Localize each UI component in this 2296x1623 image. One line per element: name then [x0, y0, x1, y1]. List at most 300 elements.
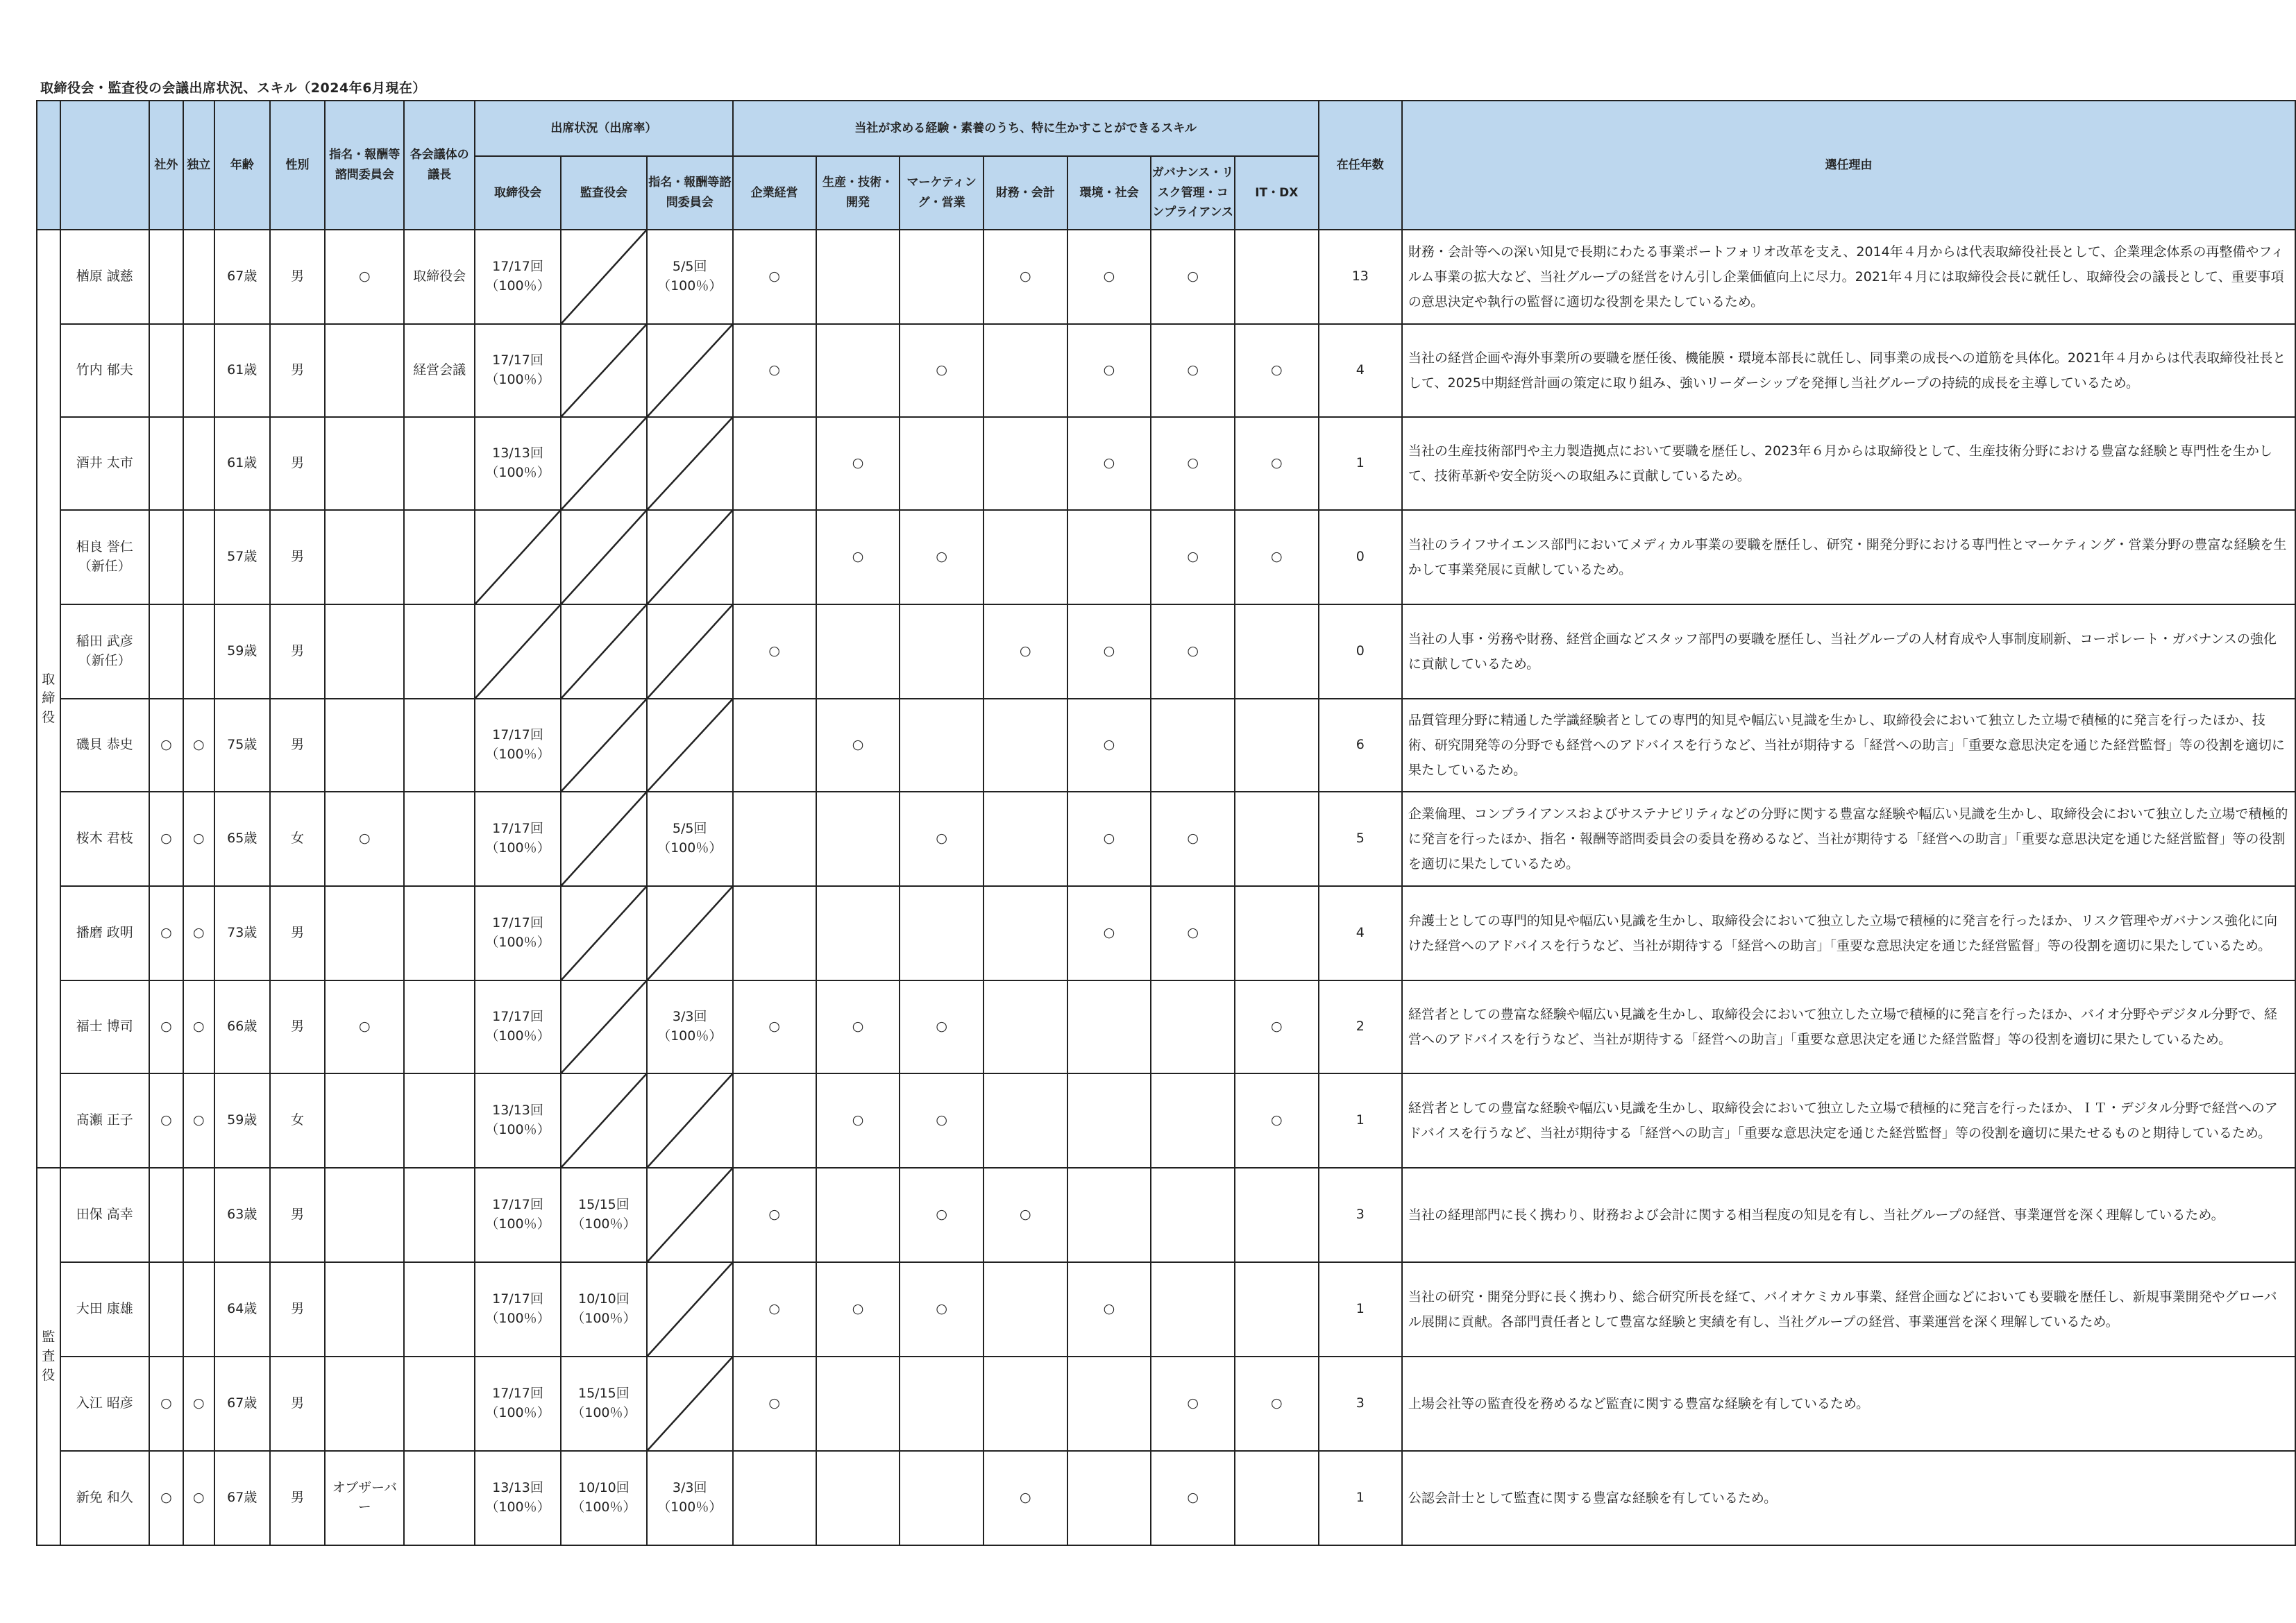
skill-cell	[1235, 886, 1319, 980]
att-nomination-cell	[647, 980, 733, 1073]
age-cell: 73歳	[214, 886, 270, 980]
reason-cell: 当社の生産技術部門や主力製造拠点において要職を歴任し、2023年６月からは取締役として、生産技術分野における豊富な経験と専門性を生かして、技術革新や安全防災への取組みに貢献しているため。	[1402, 417, 2295, 510]
skill-cell: ○	[1151, 886, 1235, 980]
gender-cell: 男	[270, 604, 326, 699]
att-board-cell	[475, 1451, 561, 1545]
attendance-rate: （100％）	[485, 840, 550, 856]
age-cell: 66歳	[214, 980, 270, 1073]
attendance-count: 17/17回	[492, 1386, 543, 1402]
tenure-cell: 5	[1319, 792, 1402, 886]
chair-cell	[404, 886, 475, 980]
nomination-cell	[325, 1357, 404, 1451]
att-board-cell	[475, 1073, 561, 1168]
age-cell: 61歳	[214, 324, 270, 417]
table-row	[37, 604, 2295, 699]
nomination-cell: ○	[325, 980, 404, 1073]
header-group	[37, 101, 60, 230]
gender-cell: 男	[270, 324, 326, 417]
tenure-cell: 0	[1319, 604, 1402, 699]
skill-cell	[984, 1073, 1067, 1168]
table-row	[37, 1262, 2295, 1357]
gender-cell: 男	[270, 980, 326, 1073]
member-name: 髙瀬 正子	[76, 1112, 133, 1128]
skill-cell	[984, 886, 1067, 980]
skill-cell: ○	[816, 980, 900, 1073]
tenure-cell: 13	[1319, 230, 1402, 324]
nomination-cell	[325, 324, 404, 417]
attendance-rate: （100％）	[485, 935, 550, 950]
reason-cell: 経営者としての豊富な経験や幅広い見識を生かし、取締役会において独立した立場で積極的に発言を行ったほか、ＩＴ・デジタル分野で経営へのアドバイスを行うなど、当社が期待する「経営への助言」「重要な意思決定を通じた経営監督」等の役割を適切に果たせるものと期待しているため。	[1402, 1073, 2295, 1168]
skill-cell: ○	[900, 1168, 984, 1262]
gender-cell: 男	[270, 417, 326, 510]
skill-cell: ○	[984, 230, 1067, 324]
att-audit-cell	[561, 980, 647, 1073]
reason-cell: 当社の研究・開発分野に長く携わり、総合研究所長を経て、バイオケミカル事業、経営企画などにおいても要職を歴任し、新規事業開発やグローバル展開に貢献。各部門責任者として豊富な経験と実績を有し、当社グループの経営、事業運営を深く理解しているため。	[1402, 1262, 2295, 1357]
skill-cell: ○	[984, 604, 1067, 699]
att-audit-cell	[561, 1357, 647, 1451]
tenure-cell: 0	[1319, 510, 1402, 604]
name-cell	[60, 1168, 150, 1262]
reason-cell: 品質管理分野に精通した学識経験者としての専門的知見や幅広い見識を生かし、取締役会において独立した立場で積極的に発言を行ったほか、技術、研究開発等の分野でも経営へのアドバイスを行うなど、当社が期待する「経営への助言」「重要な意思決定を通じた経営監督」等の役割を適切に果たしているため。	[1402, 699, 2295, 792]
attendance-rate: （100％）	[571, 1311, 636, 1326]
header-att-audit: 監査役会	[561, 156, 647, 230]
att-audit-cell	[561, 604, 647, 699]
independent-mark	[183, 324, 214, 417]
skill-cell: ○	[1067, 230, 1151, 324]
skill-cell	[1151, 699, 1235, 792]
att-board-cell	[475, 230, 561, 324]
name-cell	[60, 699, 150, 792]
age-cell: 57歳	[214, 510, 270, 604]
name-cell	[60, 886, 150, 980]
group-label-char: 監	[42, 1329, 56, 1345]
independent-mark	[183, 1262, 214, 1357]
outside-mark: ○	[149, 792, 183, 886]
member-name: 稲田 武彦	[76, 634, 133, 649]
skill-cell: ○	[733, 1168, 816, 1262]
attendance-count: 17/17回	[492, 1009, 543, 1025]
header-nomination-committee: 指名・報酬等諮問委員会	[325, 101, 404, 230]
skill-cell: ○	[733, 980, 816, 1073]
skill-cell: ○	[900, 324, 984, 417]
header-att-board: 取締役会	[475, 156, 561, 230]
chair-cell	[404, 1073, 475, 1168]
att-nomination-cell	[647, 792, 733, 886]
attendance-rate: （100％）	[485, 372, 550, 387]
attendance-rate: （100％）	[485, 1122, 550, 1137]
att-board-cell	[475, 417, 561, 510]
skill-cell: ○	[900, 510, 984, 604]
tenure-cell: 1	[1319, 1073, 1402, 1168]
name-cell	[60, 792, 150, 886]
header-tenure: 在任年数	[1319, 101, 1402, 230]
skill-cell: ○	[1067, 417, 1151, 510]
gender-cell: 男	[270, 1451, 326, 1545]
skill-cell	[1067, 510, 1151, 604]
nomination-cell	[325, 604, 404, 699]
attendance-count: 15/15回	[577, 1197, 630, 1213]
skill-cell: ○	[1151, 230, 1235, 324]
table-row	[37, 510, 2295, 604]
skill-cell: ○	[900, 1073, 984, 1168]
gender-cell: 男	[270, 1357, 326, 1451]
skill-cell: ○	[1151, 1451, 1235, 1545]
name-cell	[60, 1073, 150, 1168]
skill-cell	[900, 699, 984, 792]
member-name: 大田 康雄	[76, 1301, 133, 1317]
group-auditors	[37, 1168, 60, 1545]
att-nomination-cell	[647, 324, 733, 417]
skill-cell	[1067, 980, 1151, 1073]
skill-cell	[984, 324, 1067, 417]
table-row	[37, 324, 2295, 417]
tenure-cell: 1	[1319, 1262, 1402, 1357]
member-name: 楢原 誠慈	[76, 269, 133, 284]
att-audit-cell	[561, 699, 647, 792]
attendance-rate: （100％）	[657, 1028, 723, 1044]
skill-cell	[1151, 1073, 1235, 1168]
nomination-cell	[325, 1262, 404, 1357]
age-cell: 61歳	[214, 417, 270, 510]
gender-cell: 男	[270, 510, 326, 604]
member-name: 福士 博司	[76, 1019, 133, 1035]
attendance-count: 13/13回	[492, 445, 543, 461]
skill-cell: ○	[816, 417, 900, 510]
tenure-cell: 4	[1319, 886, 1402, 980]
outside-mark: ○	[149, 1451, 183, 1545]
reason-cell: 財務・会計等への深い知見で長期にわたる事業ポートフォリオ改革を支え、2014年４月からは代表取締役社長として、企業理念体系の再整備やフィルム事業の拡大など、当社グループの経営をけん引し企業価値向上に尽力。2021年４月には取締役会長に就任し、取締役会の議長として、重要事項の意思決定や執行の監督に適切な役割を果たしているため。	[1402, 230, 2295, 324]
outside-mark	[149, 1168, 183, 1262]
att-board-cell	[475, 980, 561, 1073]
outside-mark	[149, 417, 183, 510]
skill-cell	[733, 510, 816, 604]
skill-cell	[900, 417, 984, 510]
skill-cell	[984, 699, 1067, 792]
skill-cell	[733, 792, 816, 886]
reason-cell: 当社の経理部門に長く携わり、財務および会計に関する相当程度の知見を有し、当社グループの経営、事業運営を深く理解しているため。	[1402, 1168, 2295, 1262]
attendance-rate: （100％）	[485, 1216, 550, 1232]
skill-cell	[733, 886, 816, 980]
skill-cell: ○	[1151, 417, 1235, 510]
skill-cell	[733, 1451, 816, 1545]
attendance-rate: （100％）	[571, 1216, 636, 1232]
skill-cell: ○	[1235, 1073, 1319, 1168]
attendance-count: 17/17回	[492, 1291, 543, 1307]
gender-cell: 男	[270, 886, 326, 980]
skill-cell	[733, 1073, 816, 1168]
skill-cell	[900, 886, 984, 980]
skill-cell: ○	[900, 980, 984, 1073]
att-audit-cell	[561, 510, 647, 604]
chair-cell	[404, 510, 475, 604]
attendance-count: 3/3回	[672, 1009, 707, 1025]
skill-cell: ○	[1067, 1262, 1151, 1357]
nomination-cell: ○	[325, 792, 404, 886]
attendance-count: 13/13回	[492, 1480, 543, 1496]
table-row	[37, 1357, 2295, 1451]
att-nomination-cell	[647, 1073, 733, 1168]
chair-cell	[404, 1357, 475, 1451]
skill-cell	[1067, 1451, 1151, 1545]
skill-cell	[1067, 1357, 1151, 1451]
skill-cell	[816, 604, 900, 699]
att-nomination-cell	[647, 1357, 733, 1451]
att-board-cell	[475, 1168, 561, 1262]
table-row	[37, 792, 2295, 886]
skill-cell: ○	[733, 230, 816, 324]
skill-cell: ○	[1235, 1357, 1319, 1451]
skill-cell	[816, 324, 900, 417]
skill-cell	[984, 980, 1067, 1073]
age-cell: 59歳	[214, 1073, 270, 1168]
skill-cell	[1235, 1451, 1319, 1545]
gender-cell: 女	[270, 1073, 326, 1168]
gender-cell: 男	[270, 230, 326, 324]
skill-cell	[1067, 1168, 1151, 1262]
att-nomination-cell	[647, 1262, 733, 1357]
attendance-count: 13/13回	[492, 1103, 543, 1119]
skill-cell: ○	[733, 1357, 816, 1451]
skill-cell	[1235, 604, 1319, 699]
header-attendance: 出席状況（出席率）	[475, 101, 733, 156]
name-cell	[60, 324, 150, 417]
header-skill-management: 企業経営	[733, 156, 816, 230]
skill-cell	[1235, 792, 1319, 886]
attendance-rate: （100％）	[485, 1028, 550, 1044]
attendance-count: 10/10回	[577, 1480, 630, 1496]
skill-cell: ○	[900, 1262, 984, 1357]
gender-cell: 男	[270, 699, 326, 792]
attendance-rate: （100％）	[485, 1405, 550, 1420]
header-att-nomination: 指名・報酬等諮問委員会	[647, 156, 733, 230]
attendance-rate: （100％）	[571, 1405, 636, 1420]
skill-cell: ○	[1235, 417, 1319, 510]
name-cell	[60, 1262, 150, 1357]
skill-cell	[984, 792, 1067, 886]
outside-mark: ○	[149, 980, 183, 1073]
header-skill-production: 生産・技術・開発	[816, 156, 900, 230]
att-audit-cell	[561, 230, 647, 324]
att-board-cell	[475, 510, 561, 604]
header-age: 年齢	[214, 101, 270, 230]
independent-mark	[183, 417, 214, 510]
att-board-cell	[475, 792, 561, 886]
header-reason: 選任理由	[1402, 101, 2295, 230]
skill-cell: ○	[1067, 792, 1151, 886]
table-row	[37, 886, 2295, 980]
attendance-rate: （100％）	[657, 1499, 723, 1515]
outside-mark	[149, 510, 183, 604]
header-name	[60, 101, 150, 230]
att-nomination-cell	[647, 417, 733, 510]
nomination-cell: ○	[325, 230, 404, 324]
independent-mark	[183, 230, 214, 324]
attendance-count: 5/5回	[672, 821, 707, 837]
group-label-char: 締	[42, 690, 56, 706]
skill-cell	[1067, 1073, 1151, 1168]
member-name: 相良 誉仁	[76, 539, 133, 555]
skill-cell	[984, 417, 1067, 510]
reason-cell: 弁護士としての専門的知見や幅広い見識を生かし、取締役会において独立した立場で積極的に発言を行ったほか、リスク管理やガバナンス強化に向けた経営へのアドバイスを行うなど、当社が期待する「経営への助言」「重要な意思決定を通じた経営監督」等の役割を適切に果たしているため。	[1402, 886, 2295, 980]
skill-cell: ○	[733, 324, 816, 417]
independent-mark: ○	[183, 886, 214, 980]
tenure-cell: 6	[1319, 699, 1402, 792]
att-audit-cell	[561, 417, 647, 510]
member-name: 酒井 太市	[76, 455, 133, 471]
skill-cell	[816, 1451, 900, 1545]
reason-cell: 当社の経営企画や海外事業所の要職を歴任後、機能膜・環境本部長に就任し、同事業の成長への道筋を具体化。2021年４月からは代表取締役社長として、2025中期経営計画の策定に取り組み、強いリーダーシップを発揮し当社グループの持続的成長を主導しているため。	[1402, 324, 2295, 417]
table-row	[37, 980, 2295, 1073]
att-board-cell	[475, 886, 561, 980]
attendance-rate: （100％）	[485, 1499, 550, 1515]
skill-cell	[816, 230, 900, 324]
attendance-rate: （100％）	[657, 840, 723, 856]
chair-cell	[404, 980, 475, 1073]
independent-mark: ○	[183, 1451, 214, 1545]
skill-cell	[816, 792, 900, 886]
member-name: 入江 昭彦	[76, 1395, 133, 1411]
att-board-cell	[475, 604, 561, 699]
nomination-cell	[325, 886, 404, 980]
chair-cell: 取締役会	[404, 230, 475, 324]
att-nomination-cell	[647, 1168, 733, 1262]
name-cell	[60, 230, 150, 324]
header-chair: 各会議体の議長	[404, 101, 475, 230]
skill-cell	[1151, 980, 1235, 1073]
member-name: 竹内 郁夫	[76, 362, 133, 378]
reason-cell: 公認会計士として監査に関する豊富な経験を有しているため。	[1402, 1451, 2295, 1545]
attendance-count: 17/17回	[492, 1197, 543, 1213]
skill-cell: ○	[733, 1262, 816, 1357]
chair-cell	[404, 792, 475, 886]
skill-cell: ○	[900, 792, 984, 886]
gender-cell: 男	[270, 1168, 326, 1262]
header-independent: 独立	[183, 101, 214, 230]
member-name: 新免 和久	[76, 1490, 133, 1506]
skill-cell	[900, 1451, 984, 1545]
skill-cell: ○	[816, 1262, 900, 1357]
attendance-count: 17/17回	[492, 259, 543, 275]
att-audit-cell	[561, 324, 647, 417]
tenure-cell: 4	[1319, 324, 1402, 417]
attendance-count: 10/10回	[577, 1291, 630, 1307]
attendance-rate: （100％）	[657, 278, 723, 294]
tenure-cell: 1	[1319, 417, 1402, 510]
skill-cell: ○	[816, 1073, 900, 1168]
skill-cell: ○	[1067, 886, 1151, 980]
independent-mark: ○	[183, 792, 214, 886]
member-name: 桜木 君枝	[76, 831, 133, 847]
gender-cell: 男	[270, 1262, 326, 1357]
name-cell	[60, 510, 150, 604]
reason-cell: 当社の人事・労務や財務、経営企画などスタッフ部門の要職を歴任し、当社グループの人材育成や人事制度刷新、コーポレート・ガバナンスの強化に貢献しているため。	[1402, 604, 2295, 699]
skill-cell: ○	[1151, 604, 1235, 699]
att-board-cell	[475, 699, 561, 792]
header-skill-it: IT・DX	[1235, 156, 1319, 230]
att-audit-cell	[561, 792, 647, 886]
skill-cell	[1151, 1262, 1235, 1357]
attendance-count: 15/15回	[577, 1386, 630, 1402]
skill-cell	[1151, 1168, 1235, 1262]
outside-mark	[149, 1262, 183, 1357]
chair-cell	[404, 604, 475, 699]
member-name: 播磨 政明	[76, 925, 133, 941]
chair-cell	[404, 699, 475, 792]
tenure-cell: 1	[1319, 1451, 1402, 1545]
member-name: 田保 高幸	[76, 1207, 133, 1223]
chair-cell	[404, 417, 475, 510]
independent-mark: ○	[183, 699, 214, 792]
table-row	[37, 1168, 2295, 1262]
skill-cell: ○	[733, 604, 816, 699]
tenure-cell: 3	[1319, 1168, 1402, 1262]
group-label-char: 役	[42, 709, 56, 725]
skill-cell	[984, 1262, 1067, 1357]
header-gender: 性別	[270, 101, 326, 230]
attendance-rate: （100％）	[485, 465, 550, 480]
age-cell: 67歳	[214, 1357, 270, 1451]
chair-cell: 経営会議	[404, 324, 475, 417]
att-board-cell	[475, 1357, 561, 1451]
skill-cell	[1235, 230, 1319, 324]
attendance-rate: （100％）	[485, 278, 550, 294]
skill-cell	[816, 1168, 900, 1262]
skill-cell: ○	[984, 1451, 1067, 1545]
age-cell: 64歳	[214, 1262, 270, 1357]
name-cell	[60, 1451, 150, 1545]
att-board-cell	[475, 1262, 561, 1357]
outside-mark	[149, 230, 183, 324]
page-title: 取締役会・監査役の会議出席状況、スキル（2024年6月現在）	[40, 80, 426, 96]
att-nomination-cell	[647, 510, 733, 604]
reason-cell: 当社のライフサイエンス部門においてメディカル事業の要職を歴任し、研究・開発分野における専門性とマーケティング・営業分野の豊富な経験を生かして事業発展に貢献しているため。	[1402, 510, 2295, 604]
table-row	[37, 1073, 2295, 1168]
attendance-count: 17/17回	[492, 915, 543, 931]
nomination-cell	[325, 510, 404, 604]
attendance-count: 17/17回	[492, 821, 543, 837]
header-skills: 当社が求める経験・素養のうち、特に生かすことができるスキル	[733, 101, 1319, 156]
att-audit-cell	[561, 1451, 647, 1545]
chair-cell	[404, 1262, 475, 1357]
header-skill-marketing: マーケティング・営業	[900, 156, 984, 230]
skill-cell	[984, 1357, 1067, 1451]
skill-cell: ○	[816, 510, 900, 604]
outside-mark: ○	[149, 699, 183, 792]
att-audit-cell	[561, 1168, 647, 1262]
tenure-cell: 3	[1319, 1357, 1402, 1451]
outside-mark: ○	[149, 886, 183, 980]
attendance-rate: （100％）	[485, 1311, 550, 1326]
skill-cell	[816, 886, 900, 980]
independent-mark	[183, 604, 214, 699]
att-nomination-cell	[647, 230, 733, 324]
member-name: 磯貝 恭史	[76, 737, 133, 753]
name-cell	[60, 417, 150, 510]
age-cell: 67歳	[214, 1451, 270, 1545]
nomination-cell	[325, 699, 404, 792]
skill-cell: ○	[816, 699, 900, 792]
header-skill-finance: 財務・会計	[984, 156, 1067, 230]
header-skill-governance: ガバナンス・リスク管理・コンプライアンス	[1151, 156, 1235, 230]
attendance-count: 5/5回	[672, 259, 707, 275]
nomination-cell	[325, 1073, 404, 1168]
skill-cell: ○	[1235, 510, 1319, 604]
outside-mark: ○	[149, 1357, 183, 1451]
name-cell	[60, 1357, 150, 1451]
skill-cell: ○	[984, 1168, 1067, 1262]
att-nomination-cell	[647, 699, 733, 792]
group-label-char: 役	[42, 1367, 56, 1383]
